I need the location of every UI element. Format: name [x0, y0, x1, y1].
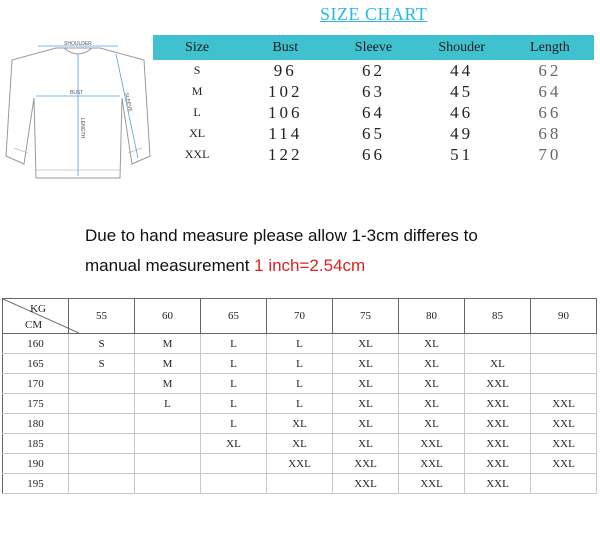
size-cell — [201, 454, 267, 474]
sleeve-cell: 66 — [361, 144, 385, 164]
weight-header-cell: 65 — [201, 299, 267, 334]
height-row — [3, 354, 597, 374]
length-cell: 70 — [538, 144, 562, 164]
height-cell: 190 — [3, 454, 69, 474]
weight-header-cell: 85 — [465, 299, 531, 334]
shoulder-cell: 45 — [450, 81, 474, 101]
size-cell: XL — [189, 126, 206, 140]
size-cell — [201, 474, 267, 494]
measurement-notice — [85, 221, 565, 281]
notice-line-2 — [85, 251, 565, 281]
size-cell: XL — [399, 374, 465, 394]
shoulder-cell: 49 — [450, 123, 474, 143]
weight-header-cell: 60 — [135, 299, 201, 334]
inch-conversion: 1 inch=2.54cm — [254, 256, 366, 275]
height-cell: 185 — [3, 434, 69, 454]
weight-header-cell: 75 — [333, 299, 399, 334]
size-cell: L — [201, 334, 267, 354]
size-chart-header-row — [153, 35, 594, 60]
height-row — [3, 474, 597, 494]
weight-header-cell: 55 — [69, 299, 135, 334]
size-cell: XXL — [465, 474, 531, 494]
size-cell: XXL — [465, 454, 531, 474]
size-row — [153, 123, 594, 144]
length-cell: 66 — [538, 102, 562, 122]
size-cell: XL — [399, 394, 465, 414]
size-cell — [135, 454, 201, 474]
size-cell: XXL — [399, 434, 465, 454]
height-cell: 170 — [3, 374, 69, 394]
length-cell: 64 — [538, 81, 562, 101]
size-cell: XXL — [531, 394, 597, 414]
shoulder-cell: 44 — [450, 60, 474, 80]
size-cell — [69, 374, 135, 394]
size-cell — [531, 334, 597, 354]
size-cell: XL — [333, 394, 399, 414]
size-cell: XXL — [399, 454, 465, 474]
height-row — [3, 334, 597, 354]
header-length: Length — [506, 35, 594, 60]
size-cell — [267, 474, 333, 494]
header-bust: Bust — [241, 35, 329, 60]
size-chart-title: SIZE CHART — [320, 4, 428, 24]
size-cell: XL — [333, 434, 399, 454]
size-cell: S — [69, 334, 135, 354]
height-cell: 195 — [3, 474, 69, 494]
size-cell — [135, 474, 201, 494]
length-cell: 62 — [538, 60, 562, 80]
size-cell: XXL — [531, 414, 597, 434]
size-cell — [69, 474, 135, 494]
size-cell — [69, 434, 135, 454]
size-cell: XXL — [465, 374, 531, 394]
size-row — [153, 60, 594, 81]
size-cell: S — [193, 63, 201, 77]
size-cell: XL — [465, 354, 531, 374]
height-cell: 165 — [3, 354, 69, 374]
weight-header-cell: 90 — [531, 299, 597, 334]
size-cell — [465, 334, 531, 354]
size-cell: XXL — [399, 474, 465, 494]
size-cell — [69, 414, 135, 434]
size-cell: XXL — [267, 454, 333, 474]
shoulder-label: SHOULDER — [64, 41, 92, 47]
size-row — [153, 81, 594, 102]
weight-header-row — [3, 299, 597, 334]
header-sleeve: Sleeve — [329, 35, 417, 60]
size-cell: XL — [399, 334, 465, 354]
bust-cell: 96 — [273, 60, 297, 80]
size-cell: XXL — [333, 474, 399, 494]
height-row — [3, 394, 597, 414]
size-cell: L — [201, 414, 267, 434]
size-cell: XXL — [465, 434, 531, 454]
header-size: Size — [153, 35, 241, 60]
shoulder-cell: 51 — [450, 144, 474, 164]
size-cell: L — [267, 334, 333, 354]
sleeve-cell: 63 — [361, 81, 385, 101]
size-cell: XL — [399, 354, 465, 374]
size-cell: XXL — [333, 454, 399, 474]
length-label: LENGTH — [79, 118, 85, 139]
bust-cell: 114 — [268, 123, 303, 143]
size-cell: L — [267, 374, 333, 394]
size-cell: M — [135, 354, 201, 374]
size-row — [153, 102, 594, 123]
size-cell: XXL — [531, 454, 597, 474]
kg-label: KG — [30, 303, 46, 315]
header-shoulder: Shouder — [418, 35, 506, 60]
height-cell: 180 — [3, 414, 69, 434]
bust-label: BUST — [70, 90, 84, 96]
size-cell — [531, 474, 597, 494]
size-cell: XXL — [184, 147, 210, 161]
height-row — [3, 414, 597, 434]
size-cell: L — [267, 394, 333, 414]
height-cell: 160 — [3, 334, 69, 354]
bust-cell: 102 — [268, 81, 303, 101]
size-cell: XL — [333, 334, 399, 354]
height-weight-table — [2, 298, 597, 494]
shoulder-cell: 46 — [450, 102, 474, 122]
size-chart-table — [153, 35, 594, 165]
size-cell: XXL — [465, 414, 531, 434]
size-cell — [135, 414, 201, 434]
size-cell: M — [191, 84, 203, 98]
size-cell: XL — [333, 414, 399, 434]
size-cell: L — [135, 394, 201, 414]
kg-cm-corner-cell — [3, 299, 69, 334]
size-cell: M — [135, 334, 201, 354]
size-cell — [531, 354, 597, 374]
size-cell: XXL — [465, 394, 531, 414]
size-cell: XL — [201, 434, 267, 454]
size-cell: L — [193, 105, 201, 119]
sleeve-cell: 62 — [361, 60, 385, 80]
height-row — [3, 434, 597, 454]
weight-header-cell: 70 — [267, 299, 333, 334]
size-row — [153, 144, 594, 165]
notice-line-1: Due to hand measure please allow 1-3cm differes to — [85, 226, 478, 245]
notice-line-2-text: manual measurement — [85, 256, 255, 275]
size-cell: XXL — [531, 434, 597, 454]
cm-label: CM — [25, 319, 43, 331]
sleeve-label: SLEEVE — [123, 92, 133, 113]
size-cell: L — [201, 394, 267, 414]
size-cell: S — [69, 354, 135, 374]
size-cell: M — [135, 374, 201, 394]
size-cell — [69, 454, 135, 474]
size-cell: L — [201, 374, 267, 394]
weight-header-cell: 80 — [399, 299, 465, 334]
height-cell: 175 — [3, 394, 69, 414]
size-cell — [69, 394, 135, 414]
size-cell: L — [201, 354, 267, 374]
size-cell: XL — [399, 414, 465, 434]
bust-cell: 122 — [268, 144, 303, 164]
size-cell: XL — [267, 434, 333, 454]
size-cell: XL — [333, 374, 399, 394]
height-row — [3, 454, 597, 474]
length-cell: 68 — [538, 123, 562, 143]
size-cell — [531, 374, 597, 394]
sleeve-cell: 65 — [361, 123, 385, 143]
size-cell: L — [267, 354, 333, 374]
size-cell: XL — [267, 414, 333, 434]
bust-cell: 106 — [268, 102, 303, 122]
height-row — [3, 374, 597, 394]
sweater-diagram — [4, 38, 152, 184]
size-cell — [135, 434, 201, 454]
size-cell: XL — [333, 354, 399, 374]
sleeve-cell: 64 — [361, 102, 385, 122]
